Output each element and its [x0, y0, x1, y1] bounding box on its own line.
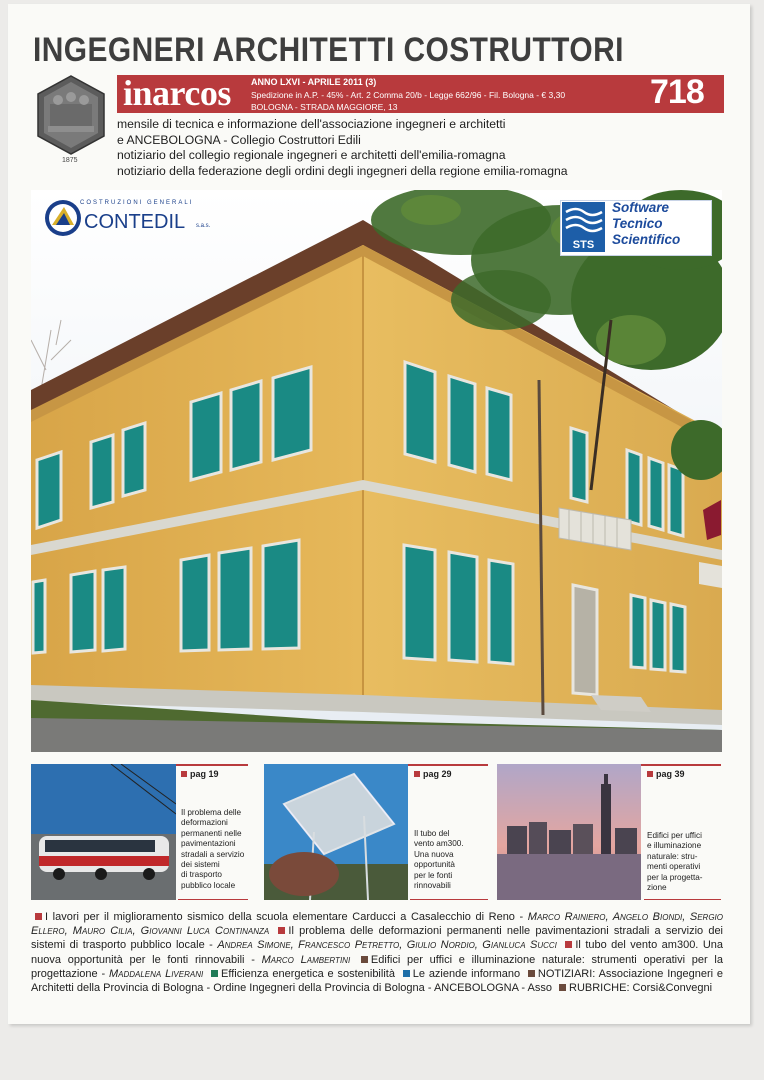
caption-line: Il tubo del [414, 829, 450, 838]
contents-summary [31, 910, 723, 995]
summary-item: Efficienza energetica e sostenibilità [221, 967, 395, 980]
caption-line: e illuminazione [647, 841, 702, 851]
summary-authors: Marco Rainiero, Angelo Biondi, Sergio Ellero, Mauro Cilia, Giovanni Luca Continanza [31, 911, 723, 938]
square-bullet-icon [361, 956, 368, 963]
summary-item: Le aziende informano [412, 967, 521, 980]
page-ref [647, 769, 685, 779]
sts-logo-text: STS [572, 239, 595, 251]
trolleybus-image [31, 764, 176, 900]
square-bullet-icon [559, 984, 566, 991]
issue-number: 718 [650, 73, 704, 111]
caption-line: deformazioni [181, 818, 228, 828]
square-bullet-icon [278, 927, 285, 934]
summary-item: Il tubo del vento am300. Una nuova opportunità per le fonti rinnovabili - [31, 939, 723, 966]
contedil-sas: s.a.s. [196, 223, 211, 229]
school-building-image [31, 190, 722, 752]
summary-item: I lavori per il miglioramento sismico della scuola elementare Carducci a Casalecchio di Reno - [45, 911, 528, 923]
thumb-caption [181, 808, 244, 891]
caption-line: pubblico locale [181, 880, 236, 890]
contedil-emblem-icon [44, 199, 82, 237]
summary-item: Edifici per uffici e illuminazione naturale: strumenti operativi per la progettazione - [31, 953, 723, 980]
caption-line: per la progetta- [647, 872, 703, 882]
summary-authors: Maddalena Liverani [108, 967, 204, 980]
caption-line: pavimentazioni [181, 839, 236, 849]
square-bullet-icon [647, 771, 653, 777]
summary-item: NOTIZIARI: Associazione Ingegneri e Architetti della Provincia di Bologna - Ordine Ingegneri della Provincia di Bologna - ANCEBOLOGNA - Asso [31, 967, 724, 995]
caption-line: vento am300. [414, 839, 464, 849]
subtitle-line: e ANCEBOLOGNA - Collegio Costruttori Edili [117, 132, 361, 147]
caption-line: naturale: stru- [647, 851, 698, 861]
thumbnail-trolleybus [31, 764, 176, 900]
thumbnail-skyline [497, 764, 641, 900]
page-ref-label: pag 19 [190, 769, 219, 779]
square-bullet-icon [565, 941, 572, 948]
page-ref-label: pag 29 [423, 769, 452, 779]
caption-line: menti operativi [647, 862, 701, 872]
city-skyline-image [497, 764, 641, 900]
thumb-caption [647, 831, 703, 893]
sts-line: Software [612, 200, 670, 215]
thumb-rule [644, 899, 721, 900]
caption-line: di trasporto [181, 870, 222, 880]
seal-year: 1875 [62, 157, 78, 164]
summary-authors: Andrea Simone, Francesco Petretto, Giulio Nordio, Gianluca Succi [217, 939, 557, 952]
caption-line: opportunità [414, 860, 455, 870]
publication-subtitle [117, 117, 737, 179]
sts-line: Scientifico [612, 232, 681, 247]
masthead-title: INGEGNERI ARCHITETTI COSTRUTTORI [33, 31, 624, 69]
address: BOLOGNA - STRADA MAGGIORE, 13 [251, 102, 398, 112]
summary-item: RUBRICHE: Corsi&Convegni [569, 982, 713, 995]
page-ref [414, 769, 452, 779]
sts-logo [562, 202, 605, 252]
page-ref [181, 769, 219, 779]
caption-line: permanenti nelle [181, 828, 242, 838]
square-bullet-icon [211, 970, 218, 977]
issue-date: ANNO LXVI - APRILE 2011 (3) [251, 77, 377, 87]
caption-line: Edifici per uffici [647, 831, 702, 840]
square-bullet-icon [414, 771, 420, 777]
subtitle-line: mensile di tecnica e informazione dell'associazione ingegneri e architetti [117, 117, 506, 131]
square-bullet-icon [403, 970, 410, 977]
square-bullet-icon [35, 913, 42, 920]
thumb-rule [178, 899, 248, 900]
inarcos-logo: inarcos [123, 73, 231, 113]
sts-name [612, 200, 680, 248]
caption-line: Il problema delle [181, 808, 242, 817]
caption-line: dei sistemi [181, 860, 220, 870]
caption-line: stradali a servizio [181, 849, 245, 859]
page-ref-label: pag 39 [656, 769, 685, 779]
thumb-caption [414, 829, 464, 891]
summary-authors: Marco Lambertini [261, 953, 351, 966]
caption-line: rinnovabili [414, 881, 451, 891]
square-bullet-icon [528, 970, 535, 977]
square-bullet-icon [181, 771, 187, 777]
sts-line: Tecnico [612, 216, 663, 231]
summary-item: Il problema delle deformazioni permanenti nelle pavimentazioni stradali a servizio dei sistemi di trasporto pubblico locale - [31, 925, 723, 952]
association-seal-icon [34, 74, 108, 156]
caption-line: zione [647, 883, 667, 893]
caption-line: per le fonti [414, 870, 453, 880]
wind-tube-image [264, 764, 408, 900]
cover-photo [31, 190, 722, 752]
contedil-tagline: COSTRUZIONI GENERALI [80, 200, 194, 206]
contedil-name: CONTEDIL [84, 211, 186, 233]
subtitle-line: notiziario della federazione degli ordini degli ingegneri della regione emilia-romagna [117, 163, 568, 178]
thumbnail-wind-tube [264, 764, 408, 900]
sts-waves-icon [562, 202, 605, 236]
subtitle-line: notiziario del collegio regionale ingegneri e architetti dell'emilia-romagna [117, 148, 506, 163]
caption-line: Una nuova [414, 849, 454, 859]
postal-info: Spedizione in A.P. - 45% - Art. 2 Comma 20/b - Legge 662/96 - Fil. Bologna - € 3,30 [251, 90, 566, 100]
thumb-rule [410, 899, 488, 900]
